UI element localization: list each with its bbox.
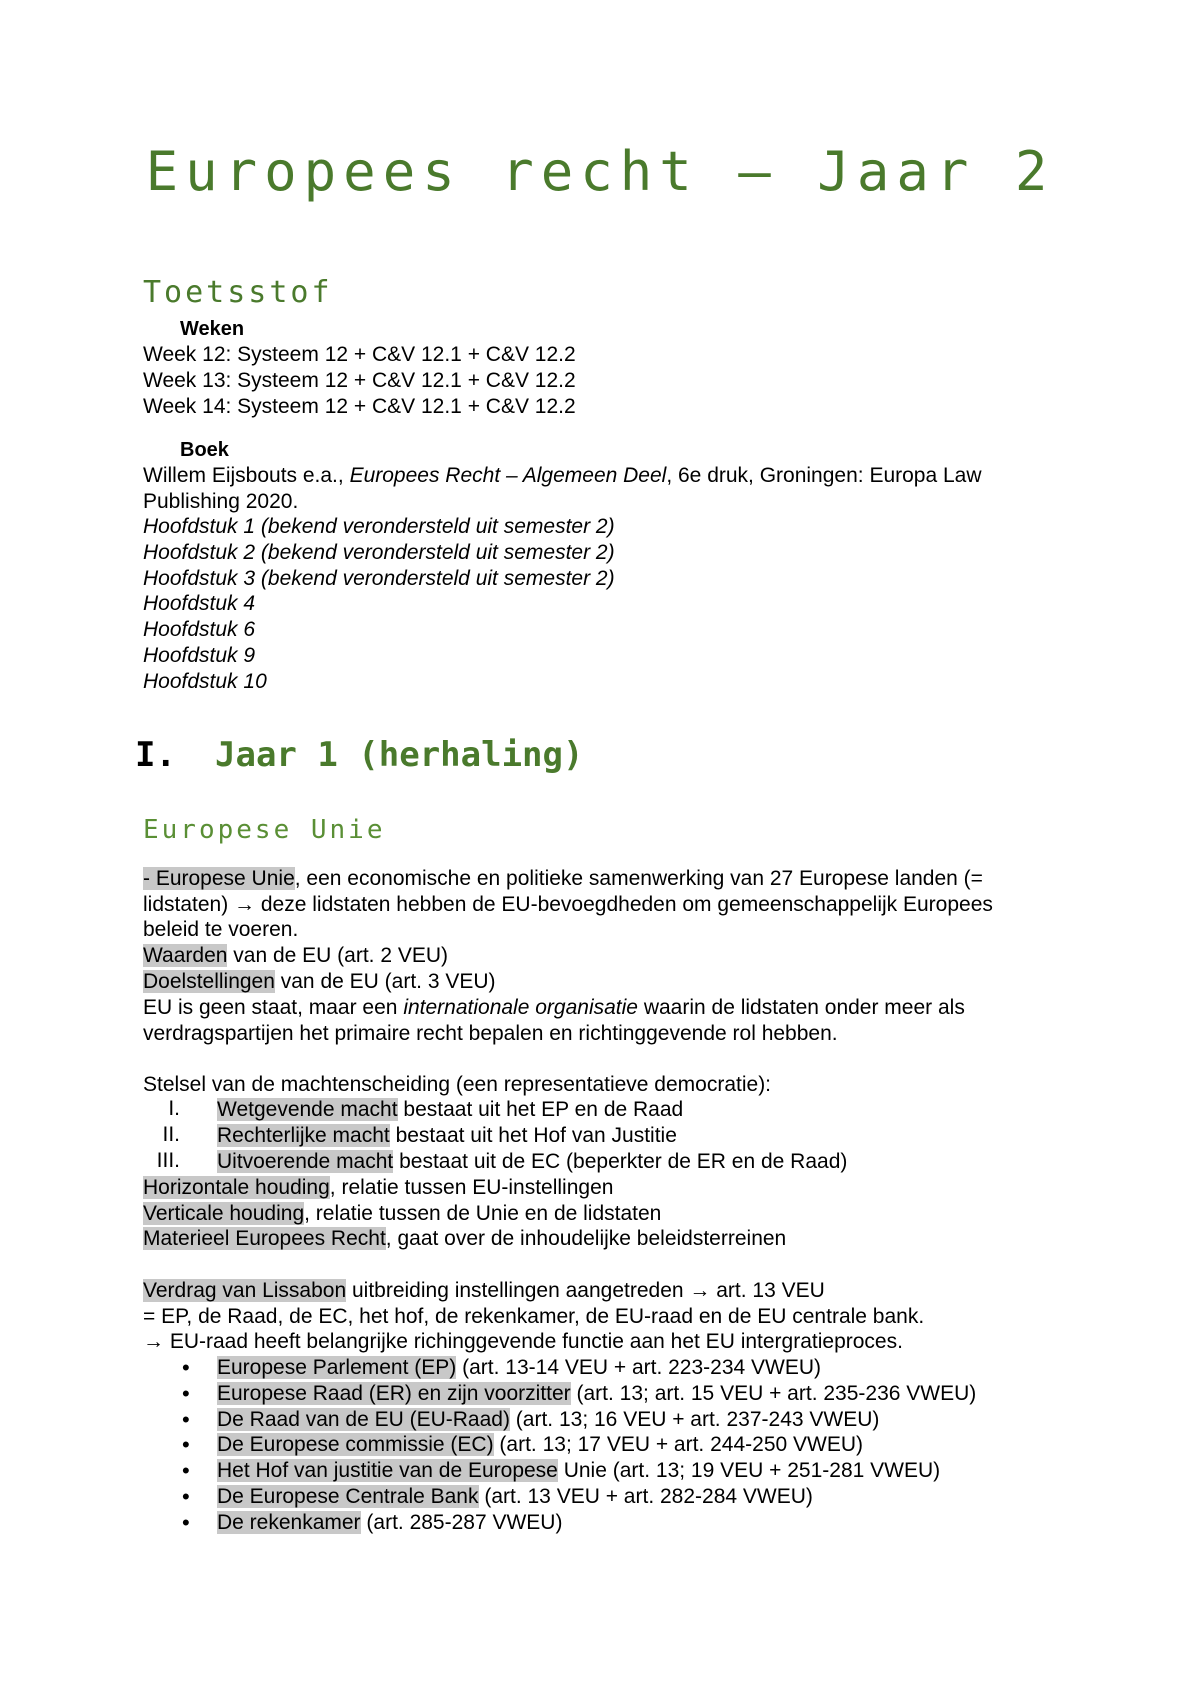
institution-item xyxy=(0,1407,1200,1433)
power-rest: bestaat uit het EP en de Raad xyxy=(397,1098,684,1121)
subheading-europese-unie: Europese Unie xyxy=(143,815,386,845)
highlighted-term: Europese Raad (ER) en zijn voorzitter xyxy=(217,1382,571,1405)
institution-item xyxy=(0,1458,1200,1484)
staat-line2: verdragspartijen het primaire recht bepalen en richtinggevende rol hebben. xyxy=(143,1022,838,1045)
bullet-icon: • xyxy=(182,1458,190,1483)
bullet-icon: • xyxy=(182,1407,190,1432)
power-text xyxy=(217,1123,677,1149)
institution-text xyxy=(217,1432,863,1458)
doelstellingen-line xyxy=(143,969,496,995)
materieel-text: , gaat over de inhoudelijke beleidsterreinen xyxy=(385,1227,787,1250)
highlighted-term: Rechterlijke macht xyxy=(217,1124,390,1147)
chapter-item: Hoofdstuk 10 xyxy=(143,670,267,693)
institution-text xyxy=(217,1381,976,1407)
week-line: Week 14: Systeem 12 + C&V 12.1 + C&V 12.2 xyxy=(143,395,576,418)
institution-rest: (art. 13; 17 VEU + art. 244-250 VWEU) xyxy=(493,1433,864,1456)
highlighted-term: De Raad van de EU (EU-Raad) xyxy=(217,1408,510,1431)
highlighted-term: De Europese Centrale Bank xyxy=(217,1485,479,1508)
book-details: , 6e druk, Groningen: Europa Law xyxy=(666,464,982,487)
materieel-line xyxy=(143,1226,786,1252)
institution-item xyxy=(0,1484,1200,1510)
subheading-boek: Boek xyxy=(180,439,229,461)
horizontale-text: , relatie tussen EU-instellingen xyxy=(329,1176,614,1199)
highlighted-term: Verticale houding xyxy=(143,1202,305,1225)
book-author: Willem Eijsbouts e.a., xyxy=(143,464,350,487)
lissabon-line2: = EP, de Raad, de EC, het hof, de rekenkamer, de EU-raad en de EU centrale bank. xyxy=(143,1305,925,1328)
lissabon-text: uitbreiding instellingen aangetreden → art. 13 VEU xyxy=(346,1279,825,1302)
lissabon-line3: → EU-raad heeft belangrijke richinggevende functie aan het EU intergratieproces. xyxy=(143,1330,903,1353)
staat-italic: internationale organisatie xyxy=(403,996,638,1019)
lissabon-line xyxy=(143,1278,825,1304)
power-item xyxy=(0,1097,1200,1123)
institution-text xyxy=(217,1510,562,1536)
waarden-line xyxy=(143,943,448,969)
highlighted-term: Uitvoerende macht xyxy=(217,1150,394,1173)
verticale-houding-line xyxy=(143,1201,661,1227)
chapter-item: Hoofdstuk 2 (bekend verondersteld uit semester 2) xyxy=(143,541,615,564)
eu-definition-line3: beleid te voeren. xyxy=(143,918,299,941)
highlighted-term: Doelstellingen xyxy=(143,970,275,993)
institution-rest: (art. 285-287 VWEU) xyxy=(360,1511,563,1534)
highlighted-term: Horizontale houding xyxy=(143,1176,330,1199)
highlighted-term: Materieel Europees Recht xyxy=(143,1227,386,1250)
horizontale-houding-line xyxy=(143,1175,613,1201)
chapter-item: Hoofdstuk 1 (bekend verondersteld uit semester 2) xyxy=(143,515,615,538)
highlighted-term: Het Hof van justitie van de Europese xyxy=(217,1459,558,1482)
eu-definition xyxy=(143,866,983,892)
institution-rest: (art. 13; art. 15 VEU + art. 235-236 VWEU) xyxy=(570,1382,977,1405)
power-rest: bestaat uit het Hof van Justitie xyxy=(389,1124,677,1147)
section-number: I. xyxy=(135,735,176,775)
section-title: Jaar 1 (herhaling) xyxy=(215,735,584,775)
institution-text xyxy=(217,1458,940,1484)
list-marker: II. xyxy=(162,1123,180,1146)
heading-toetsstof: Toetsstof xyxy=(143,275,333,310)
bullet-icon: • xyxy=(182,1355,190,1380)
institution-item xyxy=(0,1381,1200,1407)
list-marker: III. xyxy=(156,1149,180,1172)
bullet-icon: • xyxy=(182,1484,190,1509)
eu-definition-text: , een economische en politieke samenwerking van 27 Europese landen (= xyxy=(294,867,983,890)
power-item xyxy=(0,1123,1200,1149)
bullet-icon: • xyxy=(182,1510,190,1535)
verticale-text: , relatie tussen de Unie en de lidstaten xyxy=(304,1202,662,1225)
highlighted-term: De Europese commissie (EC) xyxy=(217,1433,494,1456)
waarden-text: van de EU (art. 2 VEU) xyxy=(227,944,449,967)
bullet-icon: • xyxy=(182,1381,190,1406)
institution-rest: (art. 13 VEU + art. 282-284 VWEU) xyxy=(478,1485,813,1508)
chapter-item: Hoofdstuk 9 xyxy=(143,644,256,667)
institution-rest: (art. 13; 16 VEU + art. 237-243 VWEU) xyxy=(509,1408,880,1431)
eu-definition-line2: lidstaten) → deze lidstaten hebben de EU-bevoegdheden om gemeenschappelijk Europees xyxy=(143,893,993,916)
staat-line xyxy=(143,995,965,1021)
chapter-item: Hoofdstuk 3 (bekend verondersteld uit semester 2) xyxy=(143,567,615,590)
subheading-weken: Weken xyxy=(180,318,245,340)
institution-item xyxy=(0,1510,1200,1536)
institution-rest: Unie (art. 13; 19 VEU + 251-281 VWEU) xyxy=(557,1459,941,1482)
power-text xyxy=(217,1149,847,1175)
highlighted-term: Verdrag van Lissabon xyxy=(143,1279,347,1302)
power-rest: bestaat uit de EC (beperkter de ER en de Raad) xyxy=(393,1150,848,1173)
highlighted-term: - Europese Unie xyxy=(143,867,295,890)
stelsel-line: Stelsel van de machtenscheiding (een representatieve democratie): xyxy=(143,1073,772,1096)
institution-text xyxy=(217,1355,821,1381)
book-reference-line2: Publishing 2020. xyxy=(143,490,299,513)
chapter-item: Hoofdstuk 6 xyxy=(143,618,256,641)
document-title: Europees recht – Jaar 2 xyxy=(145,140,1055,203)
power-text xyxy=(217,1097,683,1123)
highlighted-term: Europese Parlement (EP) xyxy=(217,1356,457,1379)
week-line: Week 12: Systeem 12 + C&V 12.1 + C&V 12.2 xyxy=(143,343,576,366)
book-title: Europees Recht – Algemeen Deel xyxy=(349,464,667,487)
staat-text-a: EU is geen staat, maar een xyxy=(143,996,404,1019)
highlighted-term: Waarden xyxy=(143,944,228,967)
doelstellingen-text: van de EU (art. 3 VEU) xyxy=(274,970,496,993)
highlighted-term: De rekenkamer xyxy=(217,1511,361,1534)
institution-text xyxy=(217,1407,879,1433)
list-marker: I. xyxy=(168,1097,180,1120)
institution-text xyxy=(217,1484,813,1510)
week-line: Week 13: Systeem 12 + C&V 12.1 + C&V 12.2 xyxy=(143,369,576,392)
section-heading-1 xyxy=(135,735,583,775)
book-reference xyxy=(143,463,982,489)
staat-text-b: waarin de lidstaten onder meer als xyxy=(637,996,965,1019)
institution-item xyxy=(0,1432,1200,1458)
bullet-icon: • xyxy=(182,1432,190,1457)
chapter-item: Hoofdstuk 4 xyxy=(143,592,256,615)
institution-rest: (art. 13-14 VEU + art. 223-234 VWEU) xyxy=(456,1356,822,1379)
institution-item xyxy=(0,1355,1200,1381)
highlighted-term: Wetgevende macht xyxy=(217,1098,398,1121)
power-item xyxy=(0,1149,1200,1175)
